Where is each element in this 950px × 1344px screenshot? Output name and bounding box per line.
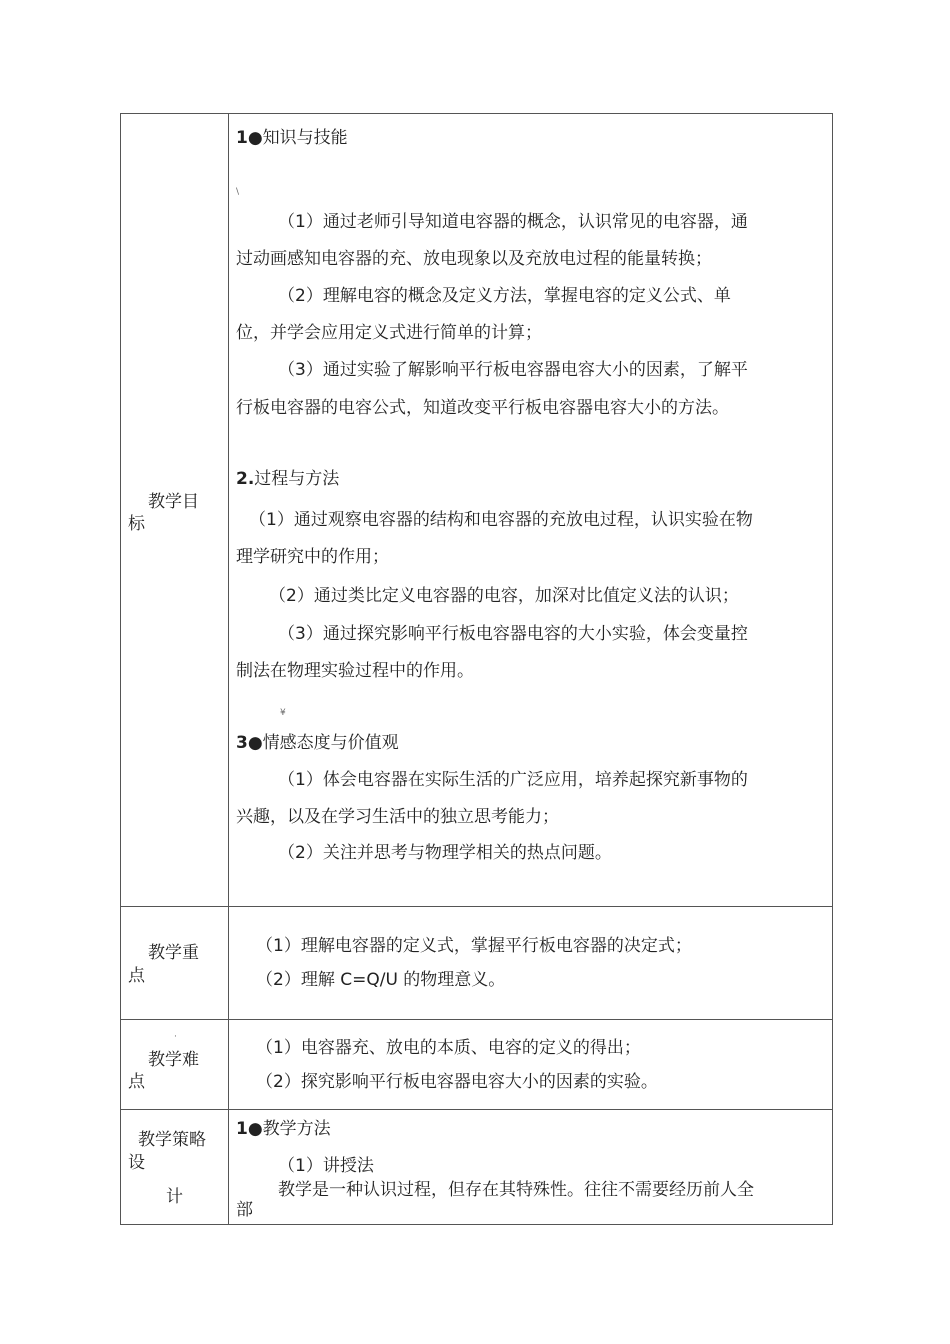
section-knowledge-heading: 1●知识与技能 bbox=[236, 128, 348, 148]
attitude-item-1-line1: （1）体会电容器在实际生活的广泛应用，培养起探究新事物的 bbox=[278, 770, 748, 790]
strategy-label-line2: 设 bbox=[128, 1153, 145, 1173]
row-key-points bbox=[121, 906, 832, 1019]
row-teaching-goals bbox=[121, 114, 832, 906]
difficult-item-2: （2）探究影响平行板电容器电容大小的因素的实验。 bbox=[256, 1072, 658, 1092]
knowledge-item-3-line2: 行板电容器的电容公式，知道改变平行板电容器电容大小的方法。 bbox=[236, 398, 729, 418]
process-item-3-line1: （3）通过探究影响平行板电容器电容的大小实验，体会变量控 bbox=[278, 624, 748, 644]
content-cell-key bbox=[229, 907, 832, 1019]
label-cell-goals bbox=[121, 114, 229, 906]
section-methods-heading: 1●教学方法 bbox=[236, 1119, 331, 1139]
stray-mark: ¥ bbox=[280, 708, 286, 718]
goals-label-line1: 教学目 bbox=[148, 492, 199, 512]
attitude-item-2: （2）关注并思考与物理学相关的热点问题。 bbox=[278, 843, 612, 863]
label-cell-strategy bbox=[121, 1110, 229, 1224]
difficult-label-line1: 教学难 bbox=[148, 1050, 199, 1070]
strategy-label-line1: 教学策略 bbox=[138, 1130, 206, 1150]
process-item-3-line2: 制法在物理实验过程中的作用。 bbox=[236, 661, 474, 681]
knowledge-item-1-line1: （1）通过老师引导知道电容器的概念，认识常见的电容器，通 bbox=[278, 212, 748, 232]
row-difficult-points bbox=[121, 1019, 832, 1109]
method-item-1: （1）讲授法 bbox=[278, 1156, 374, 1176]
key-label-line1: 教学重 bbox=[148, 943, 199, 963]
strategy-label-line3: 计 bbox=[166, 1187, 183, 1207]
process-item-2: （2）通过类比定义电容器的电容，加深对比值定义法的认识； bbox=[269, 586, 739, 606]
difficult-label-line2: 点 bbox=[128, 1072, 145, 1092]
method-item-1-text-line1: 教学是一种认识过程，但存在其特殊性。往往不需要经历前人全 bbox=[278, 1180, 754, 1200]
key-label-line2: 点 bbox=[128, 966, 145, 986]
content-cell-goals bbox=[229, 114, 832, 906]
goals-label-line2: 标 bbox=[128, 514, 145, 534]
method-item-1-text-line2: 部 bbox=[236, 1200, 253, 1220]
stray-mark: \ bbox=[236, 187, 240, 197]
section-attitude-heading: 3●情感态度与价值观 bbox=[236, 733, 399, 753]
knowledge-item-2-line1: （2）理解电容的概念及定义方法，掌握电容的定义公式、单 bbox=[278, 286, 731, 306]
knowledge-item-2-line2: 位，并学会应用定义式进行简单的计算； bbox=[236, 323, 542, 343]
row-teaching-strategy bbox=[121, 1109, 832, 1224]
key-item-1: （1）理解电容器的定义式，掌握平行板电容器的决定式； bbox=[256, 936, 692, 956]
section-process-heading: 2.过程与方法 bbox=[236, 469, 340, 489]
attitude-item-1-line2: 兴趣，以及在学习生活中的独立思考能力； bbox=[236, 807, 559, 827]
knowledge-item-3-line1: （3）通过实验了解影响平行板电容器电容大小的因素，了解平 bbox=[278, 360, 748, 380]
process-item-1-line1: （1）通过观察电容器的结构和电容器的充放电过程，认识实验在物 bbox=[249, 510, 753, 530]
content-cell-strategy bbox=[229, 1110, 832, 1224]
content-cell-difficult bbox=[229, 1020, 832, 1109]
lesson-plan-table bbox=[120, 113, 833, 1225]
label-cell-difficult bbox=[121, 1020, 229, 1109]
stray-mark: · bbox=[174, 1032, 177, 1042]
label-cell-key bbox=[121, 907, 229, 1019]
difficult-item-1: （1）电容器充、放电的本质、电容的定义的得出； bbox=[256, 1038, 641, 1058]
knowledge-item-1-line2: 过动画感知电容器的充、放电现象以及充放电过程的能量转换； bbox=[236, 249, 712, 269]
key-item-2: （2）理解 C=Q/U 的物理意义。 bbox=[256, 970, 506, 990]
process-item-1-line2: 理学研究中的作用； bbox=[236, 547, 389, 567]
